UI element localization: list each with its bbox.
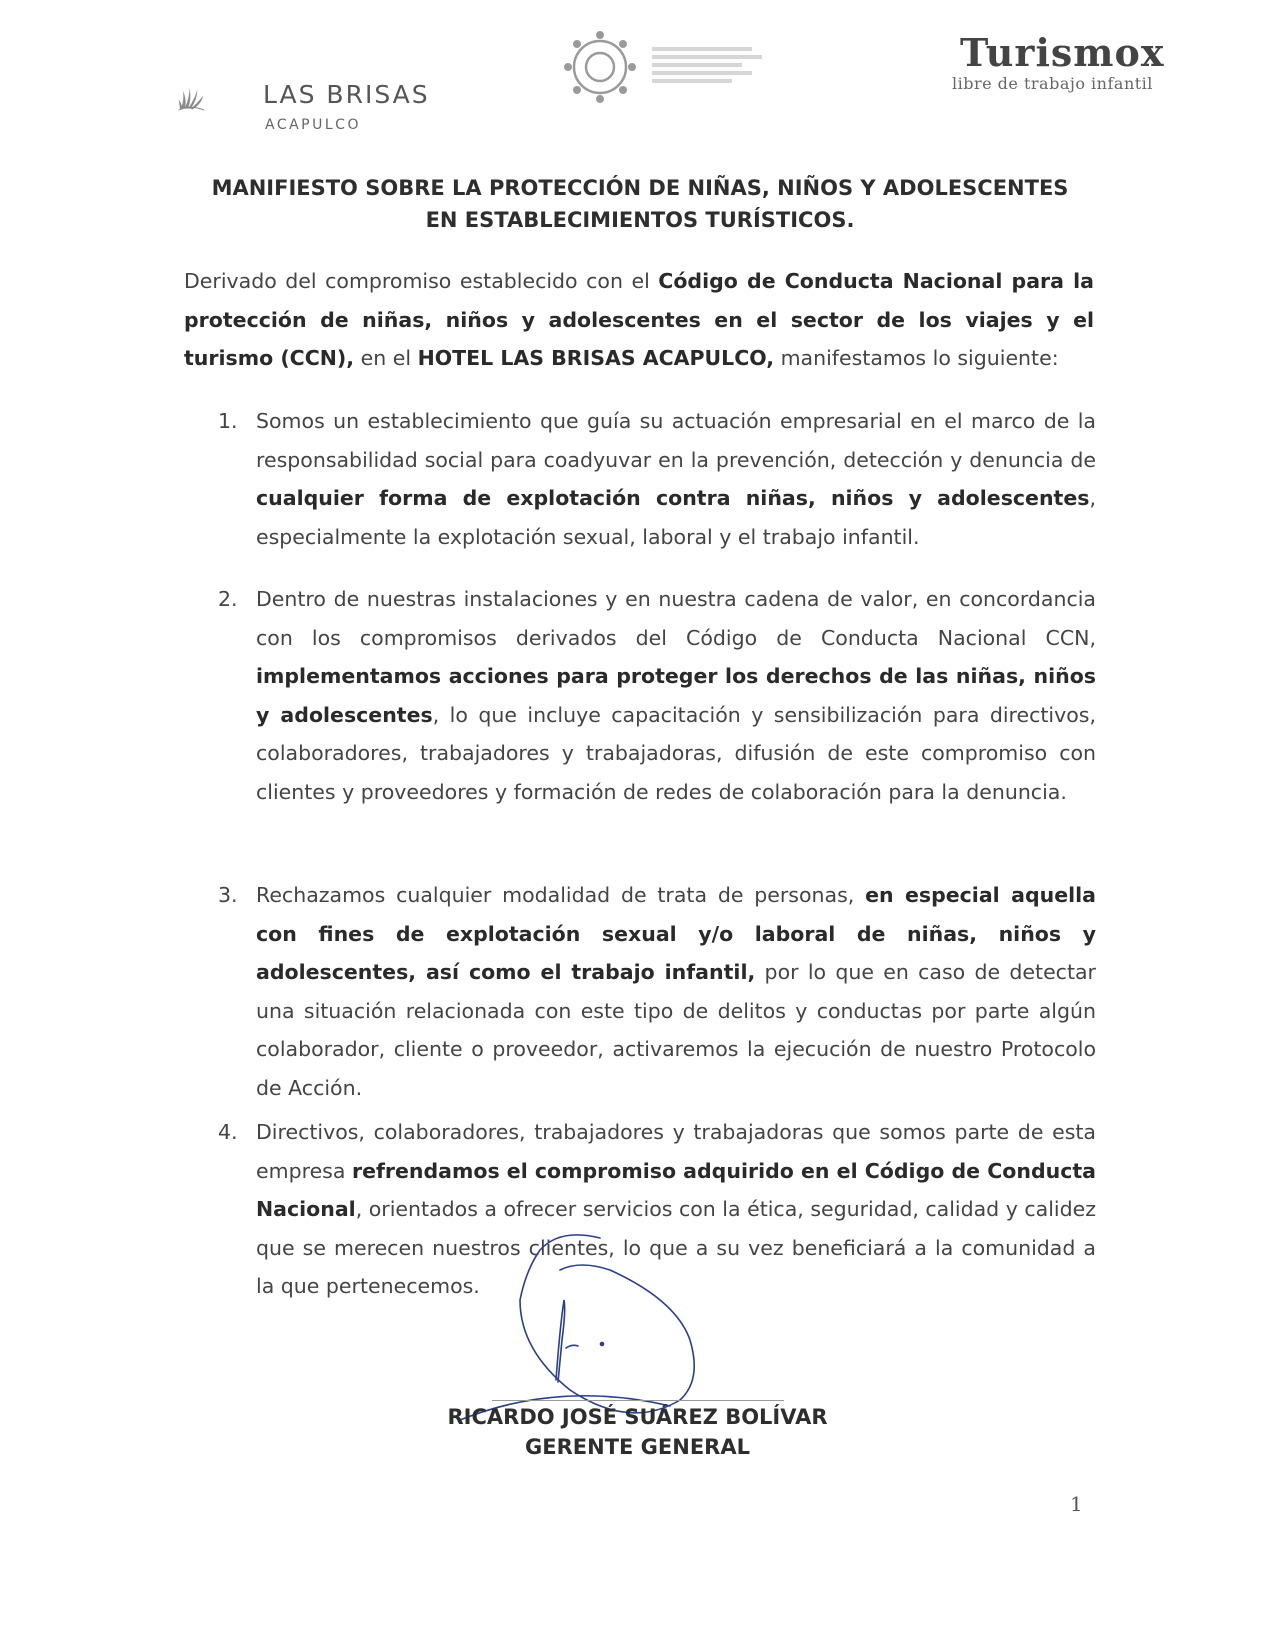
gear-emblem-icon <box>560 25 790 110</box>
list-item-text: Directivos, colaboradores, trabajadores y trabajadoras que somos parte de esta empresa <box>256 1120 1096 1183</box>
list-item <box>218 876 1097 1107</box>
title-line-1: MANIFIESTO SOBRE LA PROTECCIÓN DE NIÑAS, NIÑOS Y ADOLESCENTES <box>211 176 1069 200</box>
list-item-number: 3. <box>218 883 238 907</box>
brand-name: LAS BRISAS <box>263 80 430 109</box>
intro-text-1: Derivado del compromiso establecido con el <box>184 269 659 293</box>
list-item-bold: refrendamos el compromiso adquirido en el Código de Conducta Nacional <box>256 1158 1096 1221</box>
intro-bold-2: HOTEL LAS BRISAS ACAPULCO, <box>417 346 775 370</box>
list-item-text: Dentro de nuestras instalaciones y en nuestra cadena de valor, en concordancia con los compromisos derivados del Código de Conducta Nacional CCN, <box>256 587 1096 650</box>
title-line-2: EN ESTABLECIMIENTOS TURÍSTICOS. <box>425 208 855 232</box>
page-number: 1 <box>1070 1492 1083 1516</box>
list-item-bold: en especial aquella con fines de explotación sexual y/o laboral de niñas, niños y adolescentes, así como el trabajo infantil, <box>256 883 1097 984</box>
list-item-text: por lo que en caso de detectar una situación relacionada con este tipo de delitos y conductas por parte algún colaborador, cliente o proveedor, activaremos la ejecución de nuestro Protocolo de Acción. <box>256 960 1096 1100</box>
turismo-logo-subtitle: libre de trabajo infantil <box>952 74 1153 93</box>
intro-paragraph <box>184 262 1094 378</box>
list-item-number: 1. <box>218 409 238 433</box>
list-item-number: 2. <box>218 587 238 611</box>
signer-name: RICARDO JOSÉ SUÁREZ BOLÍVAR <box>447 1405 828 1429</box>
list-item-bold: implementamos acciones para proteger los derechos de las niñas, niños y adolescentes <box>256 664 1096 727</box>
list-item-bold: cualquier forma de explotación contra niñas, niños y adolescentes <box>256 486 1090 510</box>
intro-text-3: manifestamos lo siguiente: <box>774 346 1059 370</box>
signature-line <box>492 1400 784 1401</box>
intro-bold-1: Código de Conducta Nacional para la protección de niñas, niños y adolescentes en el sector de los viajes y el turismo (CCN), <box>184 269 1094 370</box>
list-item <box>218 402 1096 556</box>
las-brisas-logo-icon <box>178 58 258 138</box>
turismo-logo-text: Turismox <box>960 30 1165 75</box>
document-title <box>150 172 1130 236</box>
list-item-text: , especialmente la explotación sexual, laboral y el trabajo infantil. <box>256 486 1096 549</box>
signer-role: GERENTE GENERAL <box>525 1435 750 1459</box>
list-item-text: Rechazamos cualquier modalidad de trata de personas, <box>256 883 866 907</box>
intro-text-2: en el <box>354 346 418 370</box>
list-item <box>218 580 1097 811</box>
list-item-text: Somos un establecimiento que guía su actuación empresarial en el marco de la responsabilidad social para coadyuvar en la prevención, detección y denuncia de <box>256 409 1096 472</box>
list-item-text: , orientados a ofrecer servicios con la ética, seguridad, calidad y calidez que se merecen nuestros clientes, lo que a su vez beneficiará a la comunidad a la que pertenecemos. <box>256 1197 1096 1298</box>
brand-city: ACAPULCO <box>265 117 361 133</box>
list-item-text: , lo que incluye capacitación y sensibilización para directivos, colaboradores, trabajadores y trabajadoras, difusión de este compromiso con clientes y proveedores y formación de redes de colaboración para la denuncia. <box>256 702 1097 804</box>
list-item-number: 4. <box>218 1120 238 1144</box>
